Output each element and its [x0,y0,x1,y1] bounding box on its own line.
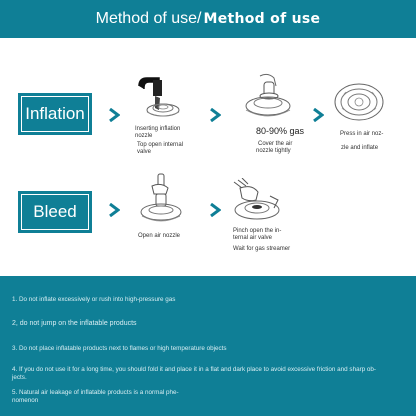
step2-caption-line2: nozzle tightly [256,148,291,154]
chevron-right-icon [108,203,120,217]
header-banner [0,0,416,38]
step3-caption-line2: zle and inflate [341,145,379,151]
chevron-right-icon [312,108,324,122]
nozzle-insert-illustration [135,76,183,122]
note-2: 2, do not jump on the inflatable products [12,320,137,327]
note-5: 5. Natural air leakage of inflatable products is a normal phe- [12,389,179,396]
step2-gas-level: 80-90% gas [256,126,305,136]
bleed1-caption: Open air nozzle [138,233,181,239]
note-4: 4. If you do not use it for a long time, you should fold it and place it in a flat and dark place to avoid excessive friction and sharp ob- [12,366,377,373]
step3-caption-line1: Press in air noz- [340,131,384,137]
chevron-right-icon [108,108,120,122]
bleed-label-box [18,191,92,233]
page-subtitle: Method of use [203,11,321,27]
chevron-right-icon [209,108,221,122]
bleed-label: Bleed [21,194,89,230]
note-5-continued: nomenon [12,397,39,404]
chevron-right-icon [209,203,221,217]
pinch-valve-illustration [230,178,284,224]
note-1: 1. Do not inflate excessively or rush into high-pressure gas [12,296,176,303]
nozzle-press-illustration [332,80,386,124]
step1-caption-line4: valve [137,149,152,155]
inflation-label-box [18,93,92,135]
step2-caption-line1: Cover the air [258,141,293,147]
step1-caption-line1: Inserting inflation [135,126,181,132]
inflation-label: Inflation [21,96,89,132]
bleed2-caption-line3: Wait for gas streamer [233,246,291,252]
page-title: Method of use/ [95,10,202,27]
nozzle-cover-illustration [240,72,296,122]
bleed2-caption-line2: ternal air valve [233,235,273,241]
notes-panel [0,276,416,416]
note-4-continued: jects. [12,374,27,381]
note-3: 3. Do not place inflatable products next to flames or high temperature objects [12,345,227,352]
bleed2-caption-line1: Pinch open the in- [233,228,282,234]
open-nozzle-illustration [136,172,184,226]
step1-caption-line3: Top open internal [137,142,184,148]
step1-caption-line2: nozzle [135,133,153,139]
